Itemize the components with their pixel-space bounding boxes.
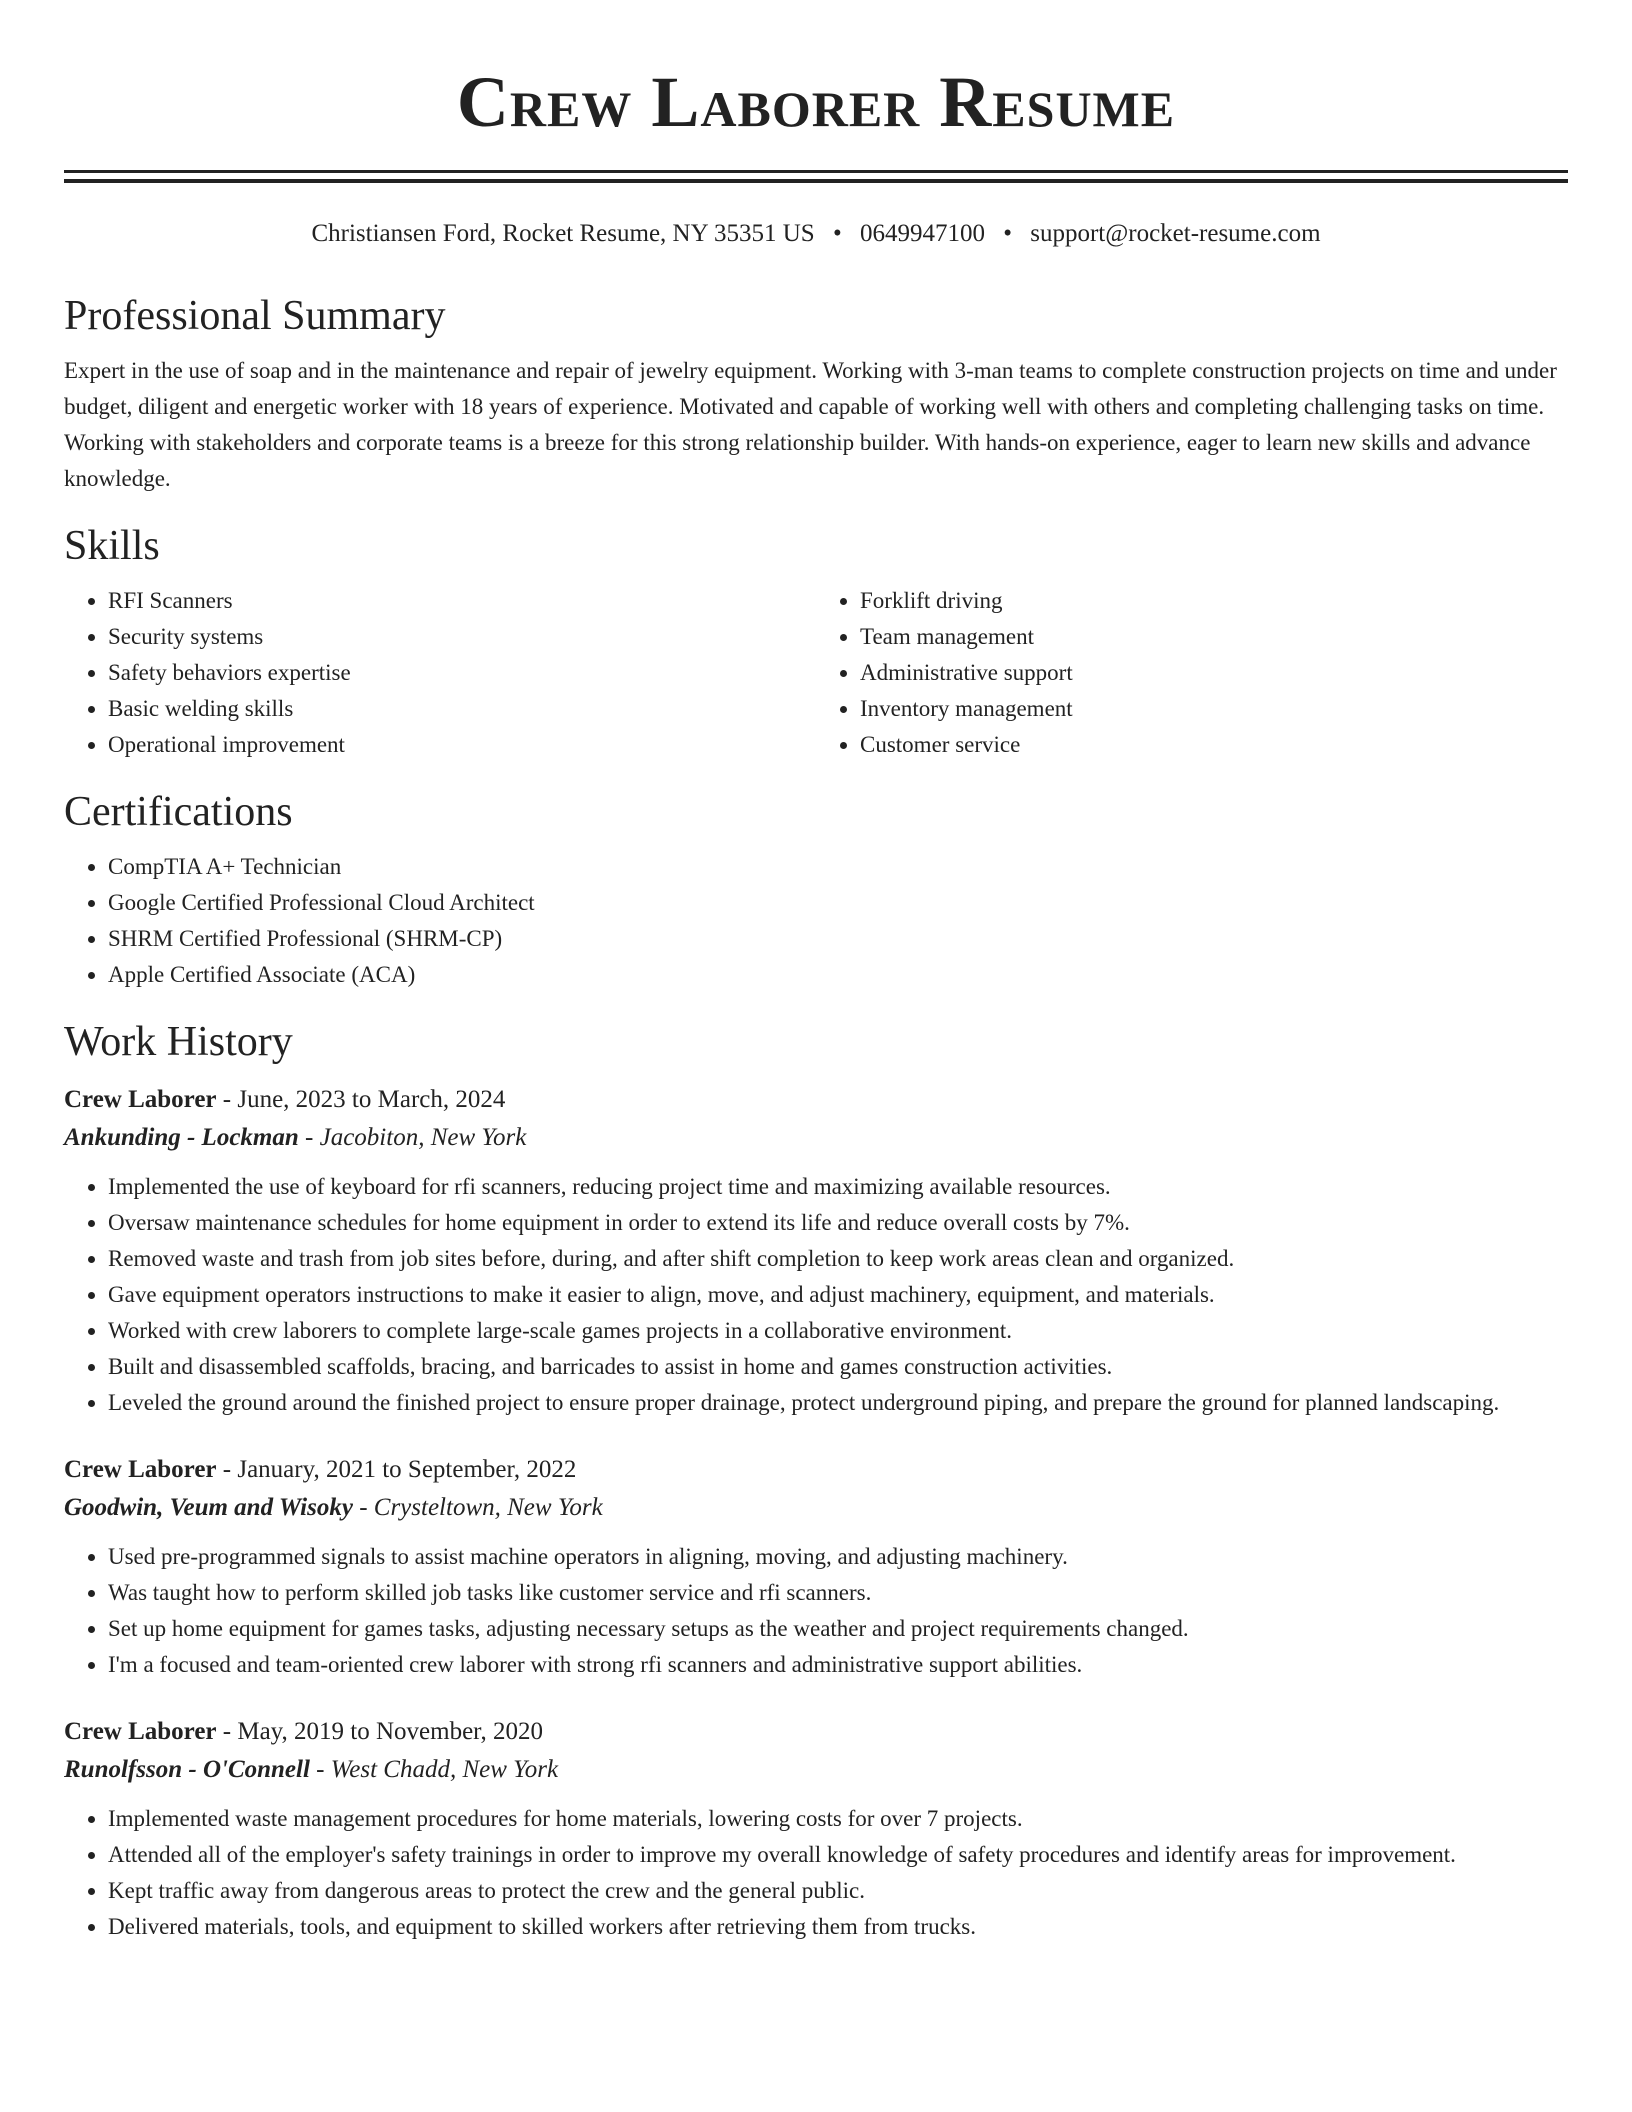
skill-item: • Customer service [860,727,1568,763]
duty-item: • Delivered materials, tools, and equipment to skilled workers after retrieving them from trucks. [108,1909,1568,1945]
resume-title: Crew Laborer Resume [456,62,1176,142]
job-dash: - [222,1456,232,1483]
skill-item: • RFI Scanners [108,583,816,619]
duty-item: • Attended all of the employer's safety trainings in order to improve my overall knowledge of safety procedures and identify areas for improvement. [108,1837,1568,1873]
job-entry [64,1451,1568,1683]
job-company: Runolfsson - O'Connell [64,1756,310,1783]
job-duties [64,1801,1568,1945]
certification-item: • Google Certified Professional Cloud Architect [108,885,1568,921]
skill-item: • Security systems [108,619,816,655]
job-entry [64,1713,1568,1945]
certifications-heading: Certifications [64,789,293,835]
duty-item: • I'm a focused and team-oriented crew laborer with strong rfi scanners and administrative support abilities. [108,1647,1568,1683]
job-title-line [64,1713,1568,1751]
skill-item: • Team management [860,619,1568,655]
job-company-line [64,1119,1568,1157]
job-title: Crew Laborer [64,1456,217,1483]
job-company-line [64,1751,1568,1789]
job-dates: May, 2019 to November, 2020 [237,1718,544,1745]
job-duties [64,1169,1568,1421]
skills-columns [64,583,1568,763]
job-location: West Chadd, New York [330,1756,559,1783]
certifications-list [64,849,1568,993]
duty-item: • Leveled the ground around the finished project to ensure proper drainage, protect underground piping, and prepare the ground for planned landscaping. [108,1385,1568,1421]
skill-item: • Administrative support [860,655,1568,691]
job-dash: - [359,1494,368,1521]
job-title-line [64,1081,1568,1119]
skill-item: • Forklift driving [860,583,1568,619]
resume-page [64,0,1568,1945]
duty-item: • Kept traffic away from dangerous areas to protect the crew and the general public. [108,1873,1568,1909]
skill-item: • Basic welding skills [108,691,816,727]
summary-heading: Professional Summary [64,293,446,339]
duty-item: • Used pre-programmed signals to assist machine operators in aligning, moving, and adjusting machinery. [108,1539,1568,1575]
certification-item: • SHRM Certified Professional (SHRM-CP) [108,921,1568,957]
skill-item: • Safety behaviors expertise [108,655,816,691]
duty-item: • Was taught how to perform skilled job tasks like customer service and rfi scanners. [108,1575,1568,1611]
contact-address: Christiansen Ford, Rocket Resume, NY 35351 US [311,220,815,247]
job-entry [64,1081,1568,1421]
skills-heading: Skills [64,523,160,569]
contact-email: support@rocket-resume.com [1030,220,1321,247]
title-divider-top [64,170,1568,173]
skills-list-right [816,583,1568,763]
job-title: Crew Laborer [64,1718,217,1745]
job-dash: - [316,1756,325,1783]
job-location: Crysteltown, New York [373,1494,603,1521]
skill-item: • Inventory management [860,691,1568,727]
contact-separator: • [1003,220,1012,247]
job-dash: - [222,1718,232,1745]
duty-item: • Implemented the use of keyboard for rfi scanners, reducing project time and maximizing available resources. [108,1169,1568,1205]
contact-line [64,217,1568,251]
job-location: Jacobiton, New York [319,1124,527,1151]
title-divider-bottom [64,179,1568,183]
skill-item: • Operational improvement [108,727,816,763]
job-title-line [64,1451,1568,1489]
job-company-line [64,1489,1568,1527]
job-dash: - [305,1124,314,1151]
certification-item: • CompTIA A+ Technician [108,849,1568,885]
duty-item: • Set up home equipment for games tasks, adjusting necessary setups as the weather and project requirements changed. [108,1611,1568,1647]
job-duties [64,1539,1568,1683]
job-company: Goodwin, Veum and Wisoky [64,1494,353,1521]
duty-item: • Worked with crew laborers to complete large-scale games projects in a collaborative environment. [108,1313,1568,1349]
contact-separator: • [832,220,842,247]
duty-item: • Gave equipment operators instructions to make it easier to align, move, and adjust machinery, equipment, and materials. [108,1277,1568,1313]
job-dash: - [222,1086,232,1113]
duty-item: • Removed waste and trash from job sites before, during, and after shift completion to keep work areas clean and organized. [108,1241,1568,1277]
work-history-heading: Work History [64,1019,293,1065]
contact-phone: 0649947100 [859,220,985,247]
summary-text: Expert in the use of soap and in the maintenance and repair of jewelry equipment. Working with 3-man teams to complete construction projects on time and under budget, diligent and energetic worker with 18 years of experience. Motivated and capable of working well with others and completing challenging tasks on time. Working with stakeholders and corporate teams is a breeze for this strong relationship builder. With hands-on experience, eager to learn new skills and advance knowledge. [64,358,1557,491]
job-company: Ankunding - Lockman [64,1124,299,1151]
duty-item: • Built and disassembled scaffolds, bracing, and barricades to assist in home and games construction activities. [108,1349,1568,1385]
skills-list-left [64,583,816,763]
job-title: Crew Laborer [64,1086,217,1113]
job-dates: June, 2023 to March, 2024 [237,1086,506,1113]
job-dates: January, 2021 to September, 2022 [237,1456,577,1483]
certification-item: • Apple Certified Associate (ACA) [108,957,1568,993]
duty-item: • Oversaw maintenance schedules for home equipment in order to extend its life and reduce overall costs by 7%. [108,1205,1568,1241]
duty-item: • Implemented waste management procedures for home materials, lowering costs for over 7 projects. [108,1801,1568,1837]
